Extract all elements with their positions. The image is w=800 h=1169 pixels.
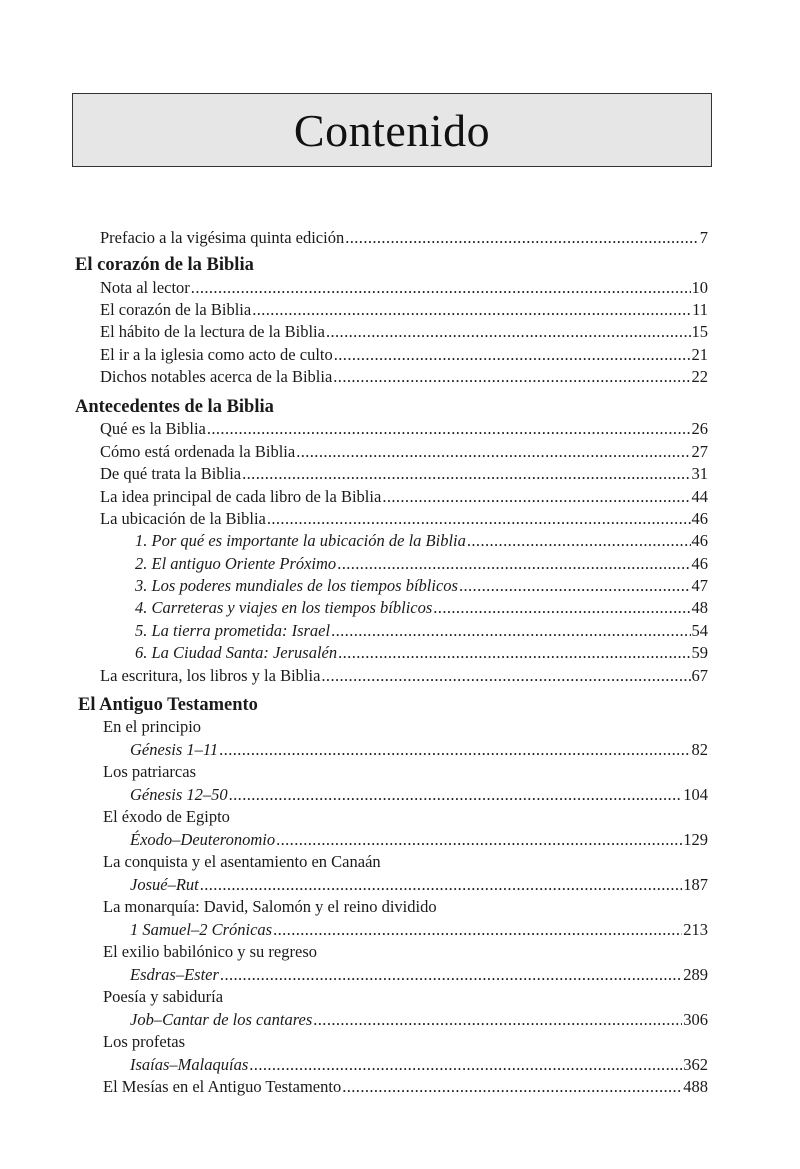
toc-subentry[interactable] [135,598,708,618]
dot-leader [433,598,690,618]
dot-leader [220,965,682,985]
toc-group-label: La monarquía: David, Salomón y el reino dividido [103,897,437,916]
toc-page-number: 59 [691,643,708,662]
toc-entry[interactable] [100,666,708,686]
toc-entry[interactable] [100,464,708,484]
toc-entry-label: El hábito de la lectura de la Biblia [100,322,325,341]
toc-entry[interactable] [100,300,708,320]
dot-leader [333,367,690,387]
toc-entry-label: El Mesías en el Antiguo Testamento [103,1077,342,1096]
dot-leader [342,1077,682,1097]
dot-leader [467,531,691,551]
toc-page-number: 129 [683,830,708,849]
toc-entry-label: De qué trata la Biblia [100,464,242,483]
toc-entry-label: 1 Samuel–2 Crónicas [130,920,273,939]
toc-entry[interactable] [100,322,708,342]
toc-group-label: El éxodo de Egipto [103,807,230,826]
toc-page-number: 54 [691,621,708,640]
toc-page-number: 362 [683,1055,708,1074]
toc-entry-label: La ubicación de la Biblia [100,509,266,528]
toc-entry-label: Éxodo–Deuteronomio [130,830,276,849]
toc-entry-label: Esdras–Ester [130,965,219,984]
dot-leader [345,228,699,248]
toc-entry-label: Génesis 1–11 [130,740,219,759]
toc-group-label: La conquista y el asentamiento en Canaán [103,852,381,871]
dot-leader [249,1055,682,1075]
toc-page-number: 15 [691,322,708,341]
toc-entry-label: Cómo está ordenada la Biblia [100,442,296,461]
dot-leader [313,1010,682,1030]
toc-entry-label: La escritura, los libros y la Biblia [100,666,321,685]
section-heading: El Antiguo Testamento [78,695,258,715]
toc-entry[interactable] [100,487,708,507]
dot-leader [334,345,691,365]
toc-entry-label: 3. Los poderes mundiales de los tiempos bíblicos [135,576,458,595]
dot-leader [326,322,691,342]
dot-leader [459,576,691,596]
toc-page-number: 44 [691,487,708,506]
toc-page-number: 289 [683,965,708,984]
toc-page-number: 10 [691,278,708,297]
dot-leader [273,920,682,940]
dot-leader [207,419,691,439]
toc-page-number: 22 [691,367,708,386]
dot-leader [267,509,691,529]
toc-page-number: 47 [691,576,708,595]
dot-leader [337,554,690,574]
toc-page-number: 11 [692,300,708,319]
toc-entry-label: Nota al lector [100,278,190,297]
toc-subentry[interactable] [130,785,708,805]
dot-leader [219,740,690,760]
page-title: Contenido [293,104,491,156]
toc-page-number: 104 [683,785,708,804]
toc-subentry[interactable] [135,554,708,574]
toc-page-number: 46 [691,509,708,528]
toc-entry-label: Qué es la Biblia [100,419,206,438]
toc-subentry[interactable] [135,643,708,663]
dot-leader [200,875,683,895]
dot-leader [276,830,682,850]
toc-subentry[interactable] [130,965,708,985]
dot-leader [229,785,683,805]
toc-entry-label: 4. Carreteras y viajes en los tiempos bíblicos [135,598,433,617]
dot-leader [321,666,690,686]
toc-page-number: 488 [683,1077,708,1096]
toc-subentry[interactable] [130,920,708,940]
toc-page-number: 82 [691,740,708,759]
toc-entry[interactable] [100,419,708,439]
toc-page-number: 46 [691,554,708,573]
toc-entry-label: El ir a la iglesia como acto de culto [100,345,333,364]
toc-subentry[interactable] [130,1010,708,1030]
toc-entry-label: 6. La Ciudad Santa: Jerusalén [135,643,338,662]
toc-entry[interactable] [100,367,708,387]
dot-leader [296,442,690,462]
toc-page-number: 21 [691,345,708,364]
toc-group-label: Poesía y sabiduría [103,987,224,1006]
toc-page-number: 7 [699,228,708,247]
dot-leader [338,643,690,663]
toc-entry[interactable] [103,1077,708,1097]
toc-subentry[interactable] [135,576,708,596]
toc-entry-label: 5. La tierra prometida: Israel [135,621,331,640]
dot-leader [331,621,690,641]
toc-page-number: 67 [691,666,708,685]
toc-entry[interactable] [100,278,708,298]
toc-entry-label: Isaías–Malaquías [130,1055,249,1074]
toc-entry[interactable] [100,509,708,529]
dot-leader [242,464,690,484]
toc-page-number: 187 [683,875,708,894]
toc-group-label: Los profetas [103,1032,186,1051]
toc-subentry[interactable] [135,621,708,641]
toc-page-number: 31 [691,464,708,483]
toc-group-label: Los patriarcas [103,762,196,781]
toc-subentry[interactable] [135,531,708,551]
toc-entry[interactable] [100,345,708,365]
toc-entry[interactable] [100,442,708,462]
dot-leader [382,487,690,507]
toc-page-number: 48 [691,598,708,617]
section-heading: El corazón de la Biblia [75,255,254,275]
toc-entry-label: Dichos notables acerca de la Biblia [100,367,333,386]
toc-entry-label: Génesis 12–50 [130,785,228,804]
dot-leader [252,300,691,320]
section-heading: Antecedentes de la Biblia [75,397,274,417]
toc-page-number: 46 [691,531,708,550]
toc-page-number: 26 [691,419,708,438]
toc-entry-label: Job–Cantar de los cantares [130,1010,313,1029]
toc-entry-label: Prefacio a la vigésima quinta edición [100,228,345,247]
toc-group-label: En el principio [103,717,202,736]
toc-group-label: El exilio babilónico y su regreso [103,942,317,961]
toc-subentry[interactable] [130,740,708,760]
toc-entry-label: Josué–Rut [130,875,199,894]
toc-entry-label: La idea principal de cada libro de la Biblia [100,487,382,506]
toc-page-number: 213 [683,920,708,939]
toc-entry-label: El corazón de la Biblia [100,300,252,319]
toc-subentry[interactable] [130,1055,708,1075]
dot-leader [191,278,691,298]
toc-page-number: 27 [691,442,708,461]
toc-subentry[interactable] [130,830,708,850]
toc-entry-label: 2. El antiguo Oriente Próximo [135,554,337,573]
toc-subentry[interactable] [130,875,708,895]
toc-entry-label: 1. Por qué es importante la ubicación de la Biblia [135,531,466,550]
toc-entry-preface[interactable] [100,228,708,248]
toc-page-number: 306 [683,1010,708,1029]
